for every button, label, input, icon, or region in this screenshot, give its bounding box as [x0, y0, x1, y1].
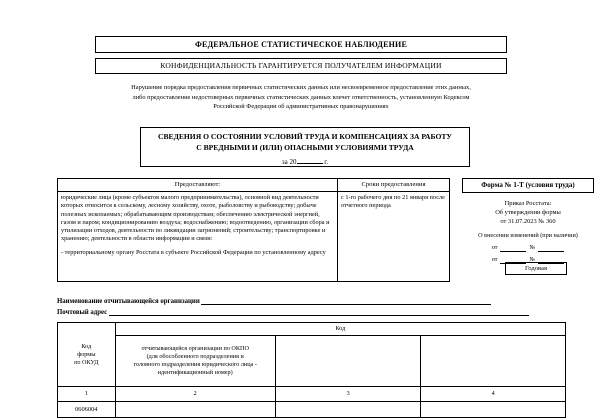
order-line-3: от 31.07.2023 № 360 [500, 218, 556, 226]
okpo-header-line-1: отчитывающейся организации по ОКПО [141, 345, 249, 352]
okpo-header-line-4: идентификационный номер) [157, 369, 233, 376]
amendment-number-label-2: № [529, 256, 536, 264]
okpo-header-cell [115, 336, 275, 387]
respondents-cell [58, 192, 338, 282]
okpo-header-line-2: (для обособленного подразделения и [146, 353, 244, 360]
header-terms: Сроки предоставления [337, 179, 449, 192]
okud-header-line-3: по ОКУД [74, 358, 99, 366]
periodicity-badge: Годовая [505, 262, 567, 275]
okud-value-cell: 0606004 [58, 402, 116, 418]
amendment-number-line-1[interactable] [538, 244, 564, 252]
postal-address-input[interactable] [109, 307, 529, 316]
organisation-name-label: Наименование отчитывающейся организации [57, 298, 200, 305]
okud-header-cell [58, 323, 116, 387]
order-line-1: Приказ Росстата: [504, 200, 552, 207]
okpo-value-cell[interactable] [115, 402, 275, 418]
amendment-row-1 [462, 243, 594, 252]
year-suffix-label: г. [324, 158, 329, 166]
form-main-title [140, 127, 470, 167]
code-col4-value-cell[interactable] [421, 402, 566, 418]
warning-line-3: Российской Федерации об административных правонарушениях [213, 103, 389, 110]
form-number-badge: Форма № 1-Т (условия труда) [462, 178, 594, 193]
col-number-4: 4 [421, 387, 566, 402]
amendment-from-label-2: от [491, 256, 498, 264]
year-prefix-label: за 20 [281, 158, 297, 166]
codes-header-row [58, 323, 566, 336]
code-col4-header-cell [421, 336, 566, 387]
organisation-fields [57, 296, 566, 318]
amendment-date-line-1[interactable] [500, 244, 526, 252]
confidentiality-notice: КОНФИДЕНЦИАЛЬНОСТЬ ГАРАНТИРУЕТСЯ ПОЛУЧАТЕЛЕМ ИНФОРМАЦИИ [95, 58, 507, 74]
form-main-title-line-1: СВЕДЕНИЯ О СОСТОЯНИИ УСЛОВИЙ ТРУДА И КОМПЕНСАЦИЯХ ЗА РАБОТУ [158, 132, 452, 141]
postal-address-label: Почтовый адрес [57, 309, 108, 316]
code-col3-value-cell[interactable] [275, 402, 421, 418]
codes-subheader-row [58, 336, 566, 387]
warning-line-1: Нарушение порядка предоставления первичных статистических данных или несвоевременное предоставление этих данных, [131, 84, 471, 91]
postal-address-row [57, 307, 566, 316]
table-body-row [58, 192, 450, 282]
respondents-text: юридические лица (кроме субъектов малого предпринимательства), основной вид деятельности которых относится к сельскому, лесному хозяйству, охоте, рыболовству и рыбоводству; добыче полезных ископаемых; обрабатывающим производствам; обеспечению электрической энергией, газом и паром; кондиционированию воздуха; водоснабжению; водоотведению, организации сбора и утилизации отходов, деятельности по ликвидации загрязнений; строительству; транспортировке и хранению; деятельности в области информации и связи: [61, 194, 330, 243]
okud-header-line-2: формы [77, 350, 96, 358]
year-input-line[interactable] [297, 156, 323, 164]
amendments-title: О внесении изменений (при наличии) [478, 231, 578, 239]
warning-line-2: либо предоставление недостоверных первичных статистических данных влечет ответственность, установленную Кодексом [132, 93, 470, 101]
addressee-text: - территориальному органу Росстата в субъекте Российской Федерации по установленному адресу [61, 249, 326, 257]
header-provide: Предоставляют: [58, 179, 338, 192]
okud-header-line-1: Код [81, 342, 92, 350]
okpo-header-line-3: головного подразделения юридического лица - [133, 361, 257, 368]
amendment-from-label-1: от [491, 243, 498, 251]
terms-cell: с 1-го рабочего дня по 21 января после отчетного периода [337, 192, 449, 282]
col-number-1: 1 [58, 387, 116, 402]
amendment-number-label-1: № [529, 243, 536, 251]
organisation-name-row [57, 296, 566, 305]
col-number-2: 2 [115, 387, 275, 402]
order-info-block [462, 199, 594, 264]
form-main-title-line-2: С ВРЕДНЫМИ И (ИЛИ) ОПАСНЫМИ УСЛОВИЯМИ ТРУДА [196, 143, 414, 152]
codes-value-row [58, 402, 566, 418]
warning-paragraph [95, 83, 507, 112]
codes-table [57, 322, 566, 418]
respondents-terms-table [57, 178, 450, 282]
reporting-year-row [141, 156, 469, 168]
codes-number-row [58, 387, 566, 402]
federal-observation-title: ФЕДЕРАЛЬНОЕ СТАТИСТИЧЕСКОЕ НАБЛЮДЕНИЕ [95, 36, 507, 53]
order-line-2: Об утверждении формы [495, 209, 561, 217]
table-header-row [58, 179, 450, 192]
organisation-name-input[interactable] [201, 296, 491, 305]
amendments-block [462, 231, 594, 265]
code-col3-header-cell [275, 336, 421, 387]
col-number-3: 3 [275, 387, 421, 402]
code-group-header-cell: Код [115, 323, 565, 336]
